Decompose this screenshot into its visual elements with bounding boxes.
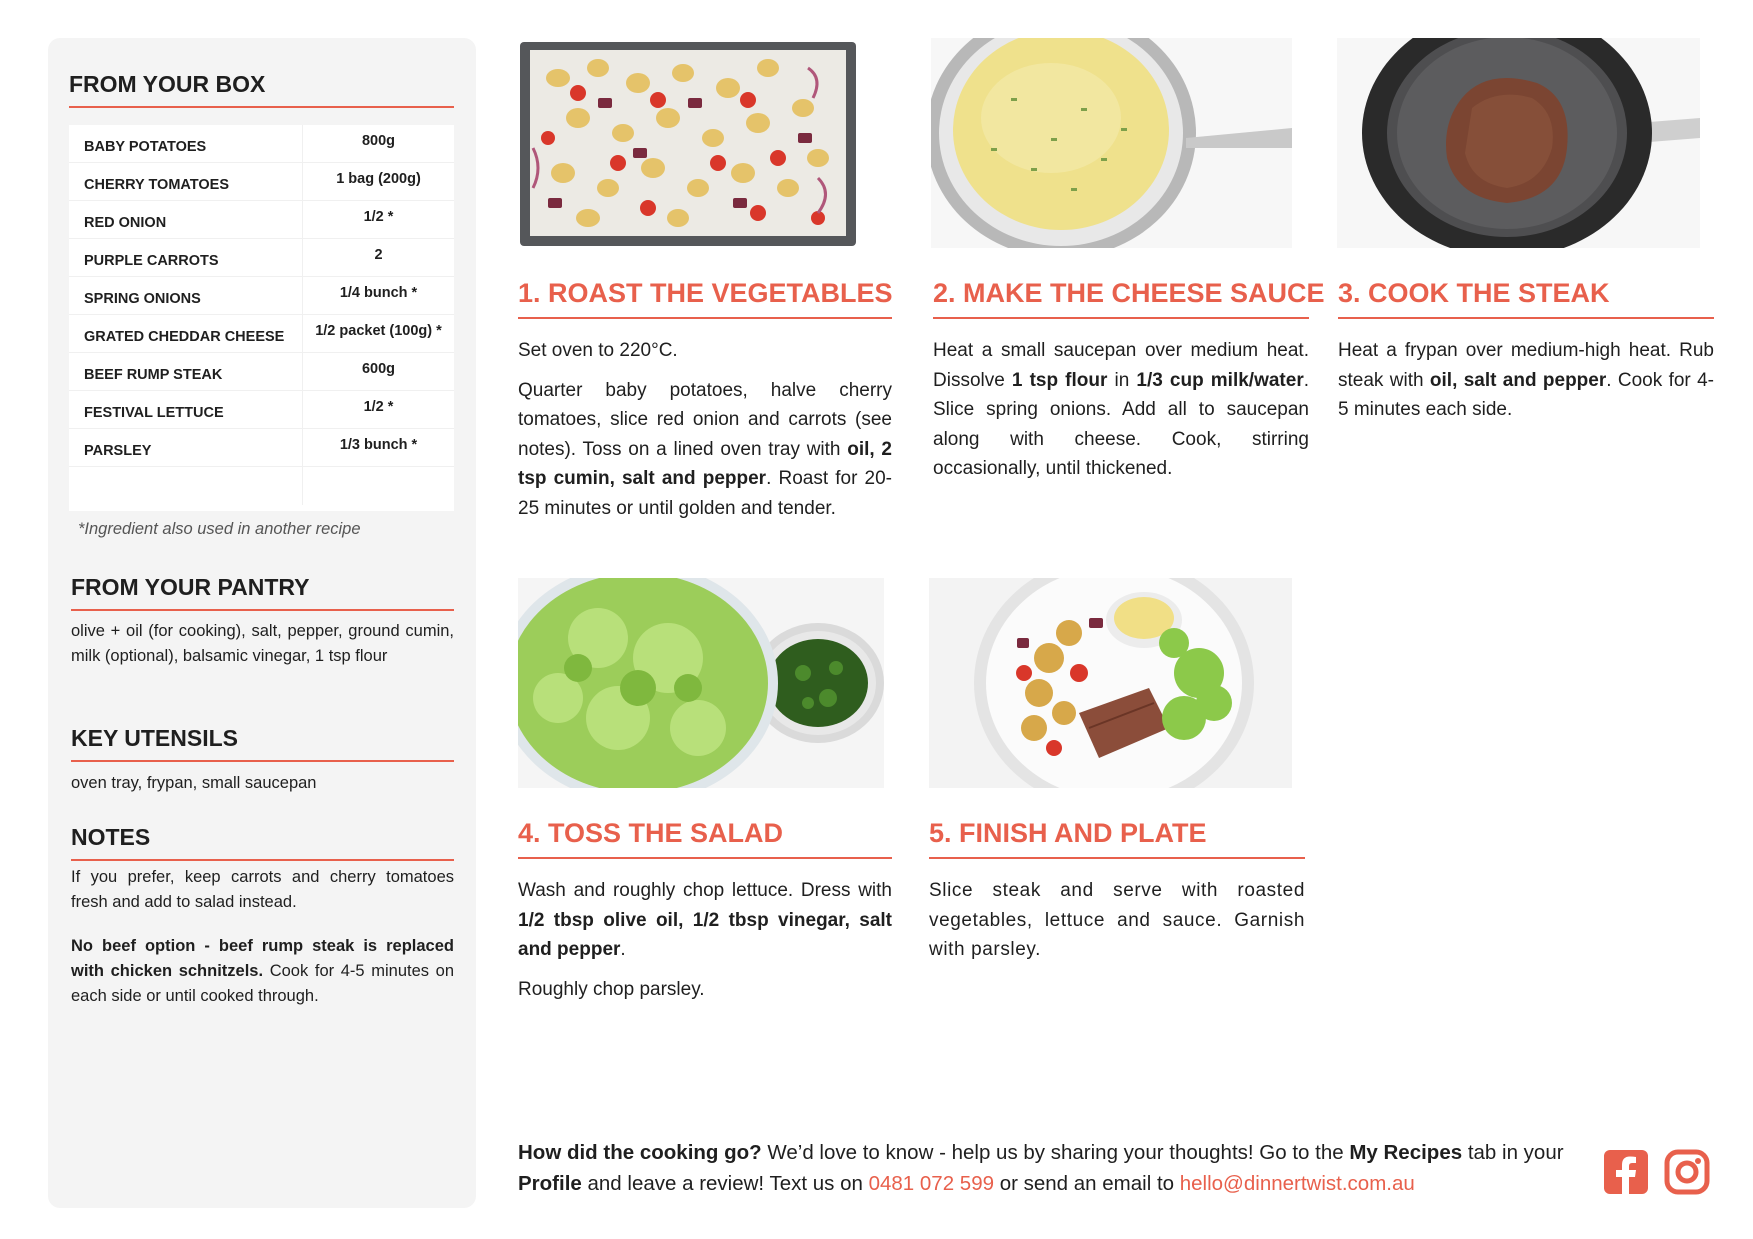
from-your-pantry-heading: FROM YOUR PANTRY [71, 574, 454, 611]
table-row [69, 163, 454, 201]
notes-heading: NOTES [71, 824, 454, 861]
notes-no-beef-text [71, 934, 454, 1009]
table-row [69, 125, 454, 163]
footer-text-2: tab in your [1462, 1141, 1564, 1164]
step-1-para-1: Set oven to 220°C. [518, 340, 678, 361]
pantry-text: olive + oil (for cooking), salt, pepper, ground cumin, milk (optional), balsamic vinegar, 1 tsp flour [71, 622, 454, 665]
step-4-text [518, 876, 892, 1014]
table-row [69, 391, 454, 429]
ingredient-name: BABY POTATOES [84, 138, 207, 155]
step-3-text [1338, 336, 1714, 435]
table-row [69, 201, 454, 239]
ingredient-name: GRATED CHEDDAR CHEESE [84, 328, 285, 345]
step-3-text-b: oil, salt and pepper [1429, 369, 1607, 391]
table-row [69, 315, 454, 353]
step-4-para-1 [518, 876, 892, 965]
step-3-title: 3. COOK THE STEAK [1338, 278, 1714, 319]
key-utensils-heading: KEY UTENSILS [71, 725, 454, 762]
step-2-para [933, 336, 1309, 484]
ingredient-name: BEEF RUMP STEAK [84, 366, 223, 383]
facebook-icon[interactable] [1602, 1148, 1650, 1196]
phone-link[interactable]: 0481 072 599 [868, 1172, 994, 1195]
ingredients-table [69, 125, 454, 511]
ingredient-qty: 800g [302, 125, 454, 162]
step-1-para-2 [518, 376, 892, 524]
ingredient-qty: 600g [302, 353, 454, 390]
step-1-title: 1. ROAST THE VEGETABLES [518, 278, 892, 319]
step-3-text-a: Heat a frypan over medium-high heat. Rub steak with [1338, 340, 1714, 391]
step-4-text-a: Wash and roughly chop lettuce. Dress with [518, 880, 892, 901]
ingredient-footnote: *Ingredient also used in another recipe [78, 520, 361, 538]
footer-question: How did the cooking go? [518, 1141, 762, 1164]
step-2-text-c: in [1107, 369, 1137, 391]
review-footer [518, 1137, 1578, 1199]
step-4-title: 4. TOSS THE SALAD [518, 818, 892, 859]
step-4-text-c: . [620, 939, 626, 960]
my-recipes-link[interactable]: My Recipes [1349, 1141, 1463, 1164]
ingredient-name: PURPLE CARROTS [84, 252, 219, 269]
step-2-title: 2. MAKE THE CHEESE SAUCE [933, 278, 1309, 319]
ingredient-name: CHERRY TOMATOES [84, 176, 230, 193]
step-5-text: Slice steak and serve with roasted vegetables, lettuce and sauce. Garnish with parsley. [929, 880, 1305, 960]
cheese-sauce-photo [931, 38, 1292, 248]
roast-vegetables-photo [518, 38, 858, 248]
ingredient-qty: 1 bag (200g) [302, 163, 454, 200]
ingredient-qty: 1/3 bunch * [302, 429, 454, 466]
step-1-text-c: . Roast for 20-25 minutes or until golden and tender. [518, 468, 892, 519]
profile-link[interactable]: Profile [518, 1172, 582, 1195]
toss-salad-photo [518, 578, 884, 788]
ingredient-qty: 1/2 * [302, 201, 454, 238]
step-5-title: 5. FINISH AND PLATE [929, 818, 1305, 859]
from-your-box-heading: FROM YOUR BOX [69, 71, 454, 108]
step-4-text-b: 1/2 tbsp olive oil, 1/2 tbsp vinegar, salt and pepper [518, 909, 892, 960]
ingredient-qty: 2 [302, 239, 454, 276]
footer-text-3: and leave a review! Text us on [581, 1172, 869, 1195]
instagram-icon[interactable] [1663, 1148, 1711, 1196]
step-3-text-c: . Cook for 4-5 minutes each side. [1338, 369, 1714, 420]
ingredient-name: RED ONION [84, 214, 167, 231]
table-row [69, 429, 454, 467]
email-link[interactable]: hello@dinnertwist.com.au [1179, 1172, 1415, 1195]
step-3-para [1338, 336, 1714, 425]
finish-plate-photo [929, 578, 1292, 788]
ingredient-qty: 1/2 packet (100g) * [302, 315, 454, 352]
footer-text-4: or send an email to [994, 1172, 1180, 1195]
footer-text-1: We’d love to know - help us by sharing your thoughts! Go to the [761, 1141, 1350, 1164]
utensils-text: oven tray, frypan, small saucepan [71, 774, 317, 792]
step-1-text-a: Quarter baby potatoes, halve cherry tomatoes, slice red onion and carrots (see notes). Toss on a lined oven tray with [518, 379, 892, 460]
notes-rest: Cook for 4-5 minutes on each side or until cooked through. [71, 962, 454, 1005]
table-row [69, 353, 454, 391]
step-1-text [518, 336, 892, 533]
step-4-para-2: Roughly chop parsley. [518, 978, 705, 1000]
table-row-empty [69, 467, 454, 505]
notes-text: If you prefer, keep carrots and cherry tomatoes fresh and add to salad instead. [71, 868, 454, 911]
step-2-text-a: Heat a small saucepan over medium heat. Dissolve [933, 340, 1309, 391]
step-2-text-e: . Slice spring onions. Add all to saucepan along with cheese. Cook, stirring occasionally, until thickened. [933, 369, 1309, 479]
notes-bold: No beef option - beef rump steak is replaced with chicken schnitzels. [71, 937, 454, 980]
step-1-text-b: oil, 2 tsp cumin, salt and pepper [518, 438, 892, 489]
cook-steak-photo [1337, 38, 1700, 248]
table-row [69, 277, 454, 315]
ingredient-name: PARSLEY [84, 442, 152, 459]
ingredient-qty: 1/4 bunch * [302, 277, 454, 314]
table-row [69, 239, 454, 277]
ingredient-name: FESTIVAL LETTUCE [84, 404, 224, 421]
ingredient-qty: 1/2 * [302, 391, 454, 428]
sidebar-panel [48, 38, 476, 1208]
step-2-text-b: 1 tsp flour [1011, 369, 1108, 391]
step-2-text-d: 1/3 cup milk/water [1136, 369, 1304, 391]
step-2-text [933, 336, 1309, 494]
ingredient-name: SPRING ONIONS [84, 290, 201, 307]
